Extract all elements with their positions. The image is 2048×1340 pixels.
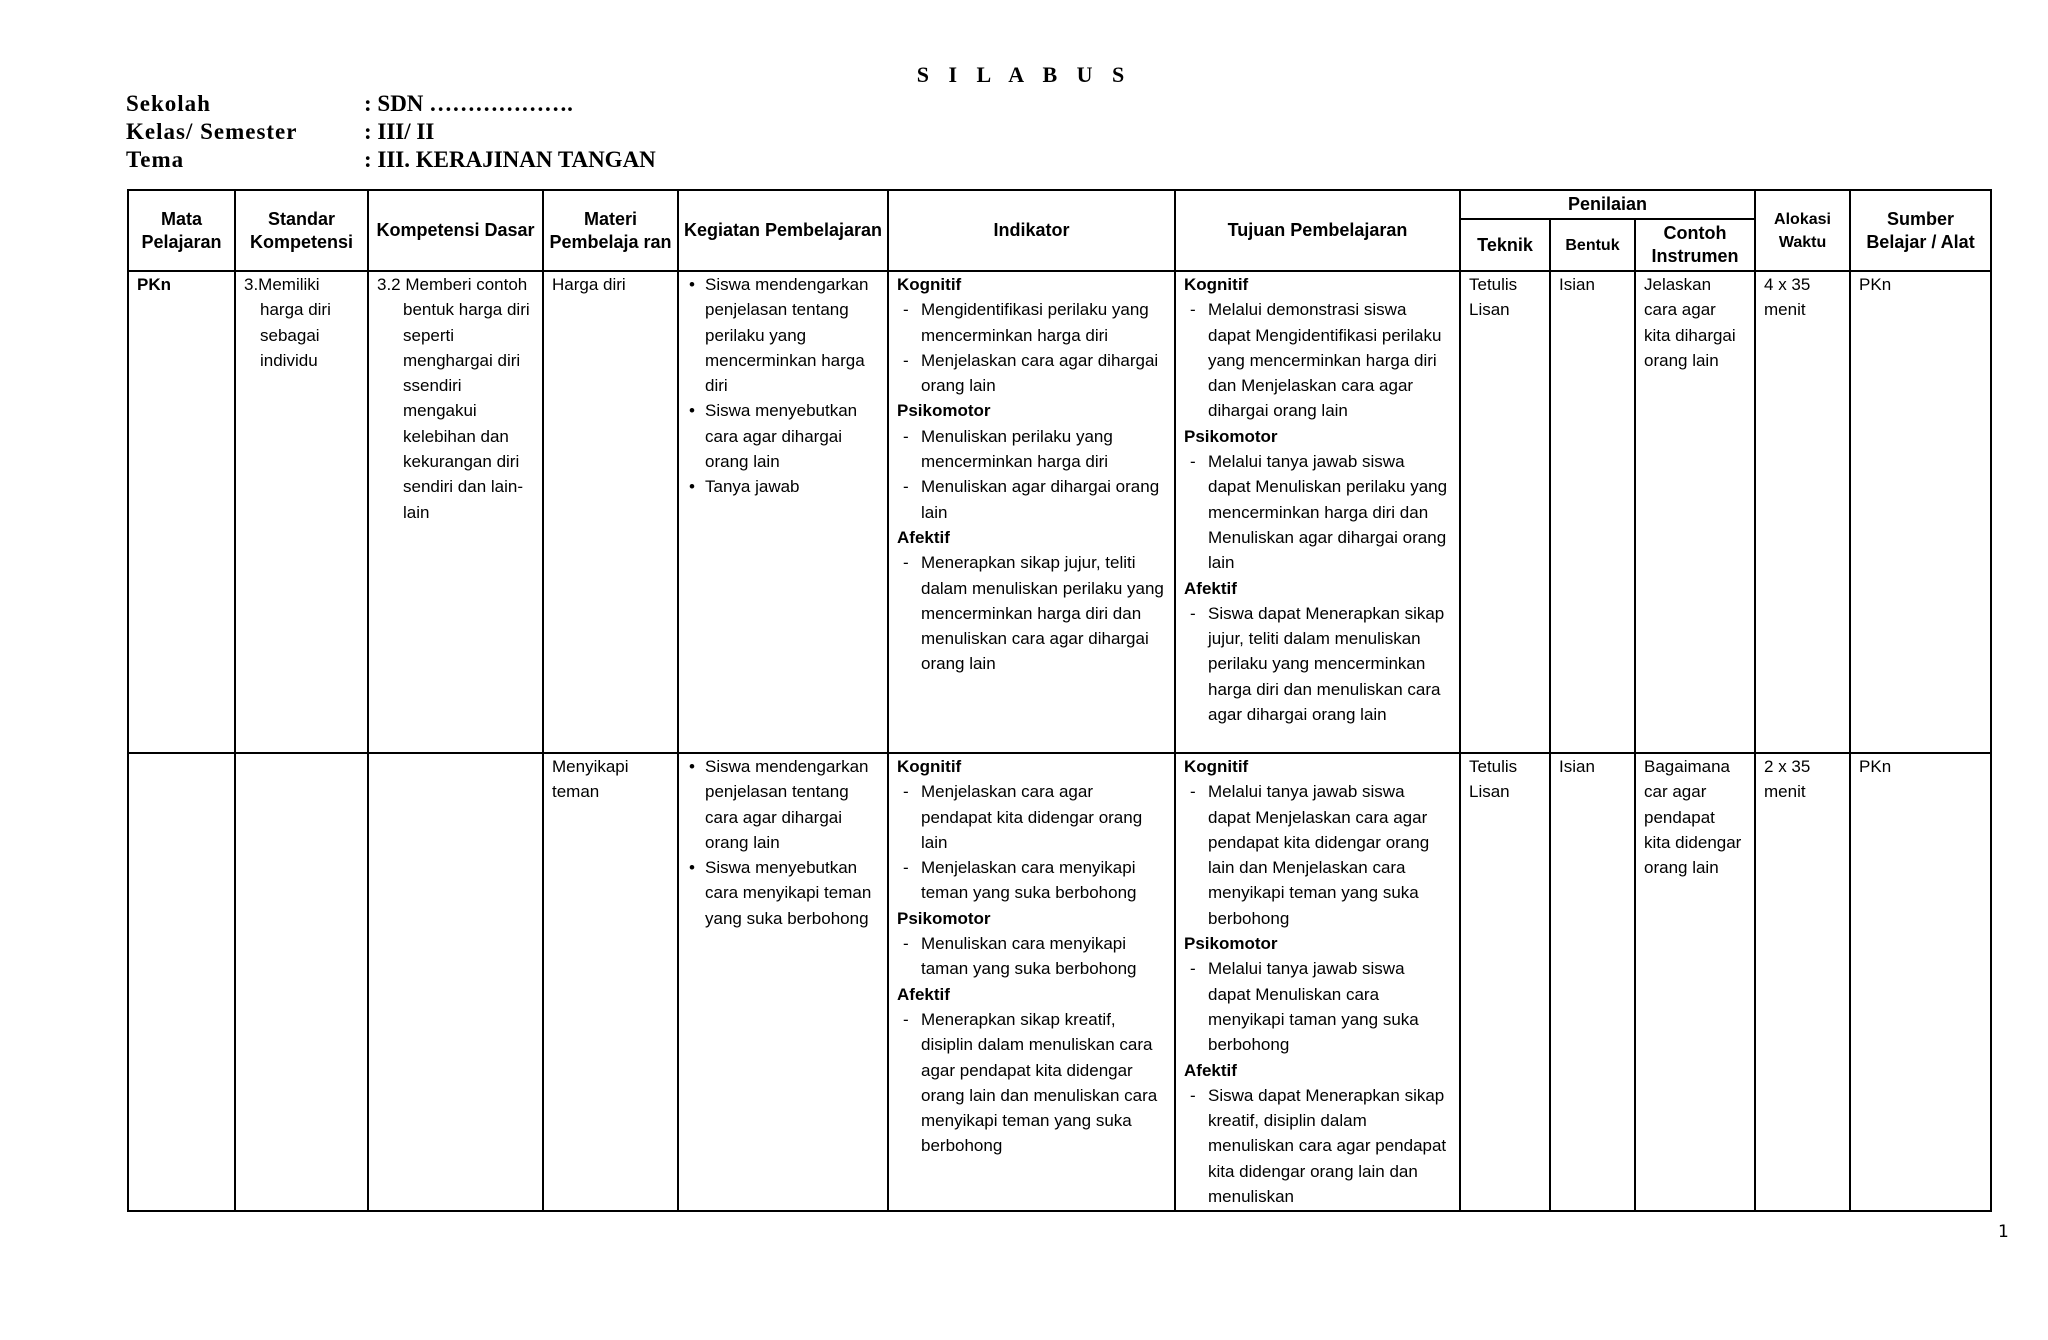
list-item: - Menjelaskan cara agar pendapat kita didengar orang lain — [897, 779, 1166, 855]
list-item: - Melalui tanya jawab siswa dapat Menuliskan cara menyikapi taman yang suka berbohong — [1184, 956, 1451, 1057]
section-title: Kognitif — [897, 275, 962, 294]
cell-contoh: Jelaskan cara agar kita dihargai orang lain — [1635, 271, 1755, 753]
list-item: • Siswa mendengarkan penjelasan tentang cara agar dihargai orang lain — [705, 754, 879, 855]
cell-standar-kompetensi — [235, 271, 368, 753]
list-item: - Menjelaskan cara agar dihargai orang lain — [897, 348, 1166, 399]
kegiatan-list — [687, 272, 879, 500]
list-item: - Menjelaskan cara menyikapi teman yang suka berbohong — [897, 855, 1166, 906]
cell-standar-kompetensi — [235, 753, 368, 1211]
cell-bentuk: Isian — [1550, 271, 1635, 753]
page-number: 1 — [1998, 1222, 2009, 1242]
header-indikator: Indikator — [888, 190, 1175, 271]
header-row — [128, 190, 1991, 219]
list-item: • Siswa menyebutkan cara agar dihargai orang lain — [705, 398, 879, 474]
cell-indikator — [888, 753, 1175, 1211]
list-item: - Mengidentifikasi perilaku yang mencerminkan harga diri — [897, 297, 1166, 348]
list-item: - Menuliskan cara menyikapi taman yang suka berbohong — [897, 931, 1166, 982]
table-row — [128, 753, 1991, 1211]
cell-contoh: Bagaimana car agar pendapat kita didengar orang lain — [1635, 753, 1755, 1211]
cell-sumber: PKn — [1850, 271, 1991, 753]
section-title: Kognitif — [1184, 757, 1249, 776]
section-title: Psikomotor — [897, 908, 991, 928]
cell-teknik: Tetulis Lisan — [1460, 271, 1550, 753]
list-item: • Tanya jawab — [705, 474, 879, 499]
cell-text: 3.2 Memberi contoh bentuk harga diri seperti menghargai diri ssendiri mengakui kelebihan dan kekurangan diri sendiri dan lain-lain — [377, 275, 530, 522]
kegiatan-list — [687, 754, 879, 931]
cell-kegiatan — [678, 753, 888, 1211]
cell-alokasi: 4 x 35 menit — [1755, 271, 1850, 753]
header-materi: Materi Pembelaja ran — [543, 190, 678, 271]
list-item: - Menuliskan perilaku yang mencerminkan harga diri — [897, 424, 1166, 475]
list-item: - Melalui tanya jawab siswa dapat Menjelaskan cara agar pendapat kita didengar orang lain dan Menjelaskan cara menyikapi teman yang suka berbohong — [1184, 779, 1451, 931]
list-item: - Melalui demonstrasi siswa dapat Mengidentifikasi perilaku yang mencerminkan harga diri dan Menjelaskan cara agar dihargai orang lain — [1184, 297, 1451, 423]
meta-value: : SDN ………………. — [364, 91, 573, 116]
cell-tujuan — [1175, 753, 1460, 1211]
meta-label: Kelas/ Semester — [126, 119, 298, 144]
header-standar-kompetensi: Standar Kompetensi — [235, 190, 368, 271]
cell-teknik: Tetulis Lisan — [1460, 753, 1550, 1211]
section-title: Afektif — [897, 527, 950, 547]
meta-label: Tema — [126, 147, 185, 172]
list-item: - Siswa dapat Menerapkan sikap jujur, teliti dalam menuliskan perilaku yang mencerminkan harga diri dan menuliskan cara agar dihargai orang lain — [1184, 601, 1451, 727]
section-title: Psikomotor — [1184, 426, 1278, 446]
list-item: - Menerapkan sikap kreatif, disiplin dalam menuliskan cara agar pendapat kita didengar orang lain dan menuliskan cara menyikapi teman yang suka berbohong — [897, 1007, 1166, 1159]
cell-tujuan — [1175, 271, 1460, 753]
document-meta — [126, 90, 656, 174]
header-teknik: Teknik — [1460, 219, 1550, 271]
section-title: Psikomotor — [1184, 934, 1278, 954]
cell-bentuk: Isian — [1550, 753, 1635, 1211]
section-title: Kognitif — [897, 757, 962, 776]
meta-label: Sekolah — [126, 91, 211, 116]
cell-materi: Menyikapi teman — [543, 753, 678, 1211]
meta-row-sekolah — [126, 90, 656, 118]
table-row — [128, 271, 1991, 753]
meta-value: : III/ II — [364, 119, 435, 144]
silabus-table — [127, 189, 1992, 1212]
cell-kegiatan — [678, 271, 888, 753]
header-sumber: Sumber Belajar / Alat — [1850, 190, 1991, 271]
meta-value: : III. KERAJINAN TANGAN — [364, 147, 656, 172]
list-item: • Siswa mendengarkan penjelasan tentang perilaku yang mencerminkan harga diri — [705, 272, 879, 398]
cell-text: 3.Memiliki harga diri sebagai individu — [244, 275, 331, 370]
cell-sumber: PKn — [1850, 753, 1991, 1211]
cell-mata-pelajaran: PKn — [128, 271, 235, 753]
header-tujuan: Tujuan Pembelajaran — [1175, 190, 1460, 271]
meta-row-kelas — [126, 118, 656, 146]
cell-indikator — [888, 271, 1175, 753]
list-item: - Melalui tanya jawab siswa dapat Menuliskan perilaku yang mencerminkan harga diri dan Menuliskan agar dihargai orang lain — [1184, 449, 1451, 575]
document-title: S I L A B U S — [916, 62, 1132, 87]
section-title: Afektif — [1184, 1060, 1237, 1080]
header-kegiatan: Kegiatan Pembelajaran — [678, 190, 888, 271]
header-kompetensi-dasar: Kompetensi Dasar — [368, 190, 543, 271]
header-alokasi: Alokasi Waktu — [1755, 190, 1850, 271]
header-contoh: Contoh Instrumen — [1635, 219, 1755, 271]
header-penilaian: Penilaian — [1460, 190, 1755, 219]
section-title: Afektif — [1184, 578, 1237, 598]
list-item: - Menerapkan sikap jujur, teliti dalam menuliskan perilaku yang mencerminkan harga diri dan menuliskan cara agar dihargai orang lain — [897, 550, 1166, 676]
list-item: • Siswa menyebutkan cara menyikapi teman yang suka berbohong — [705, 855, 879, 931]
cell-kompetensi-dasar — [368, 271, 543, 753]
cell-materi: Harga diri — [543, 271, 678, 753]
section-title: Kognitif — [1184, 275, 1249, 294]
list-item: - Siswa dapat Menerapkan sikap kreatif, disiplin dalam menuliskan cara agar pendapat kita didengar orang lain dan menuliskan — [1184, 1083, 1451, 1209]
meta-row-tema — [126, 146, 656, 174]
cell-alokasi: 2 x 35 menit — [1755, 753, 1850, 1211]
list-item: - Menuliskan agar dihargai orang lain — [897, 474, 1166, 525]
section-title: Afektif — [897, 984, 950, 1004]
section-title: Psikomotor — [897, 401, 991, 421]
cell-kompetensi-dasar — [368, 753, 543, 1211]
header-bentuk: Bentuk — [1550, 219, 1635, 271]
cell-mata-pelajaran — [128, 753, 235, 1211]
header-mata-pelajaran: Mata Pelajaran — [128, 190, 235, 271]
